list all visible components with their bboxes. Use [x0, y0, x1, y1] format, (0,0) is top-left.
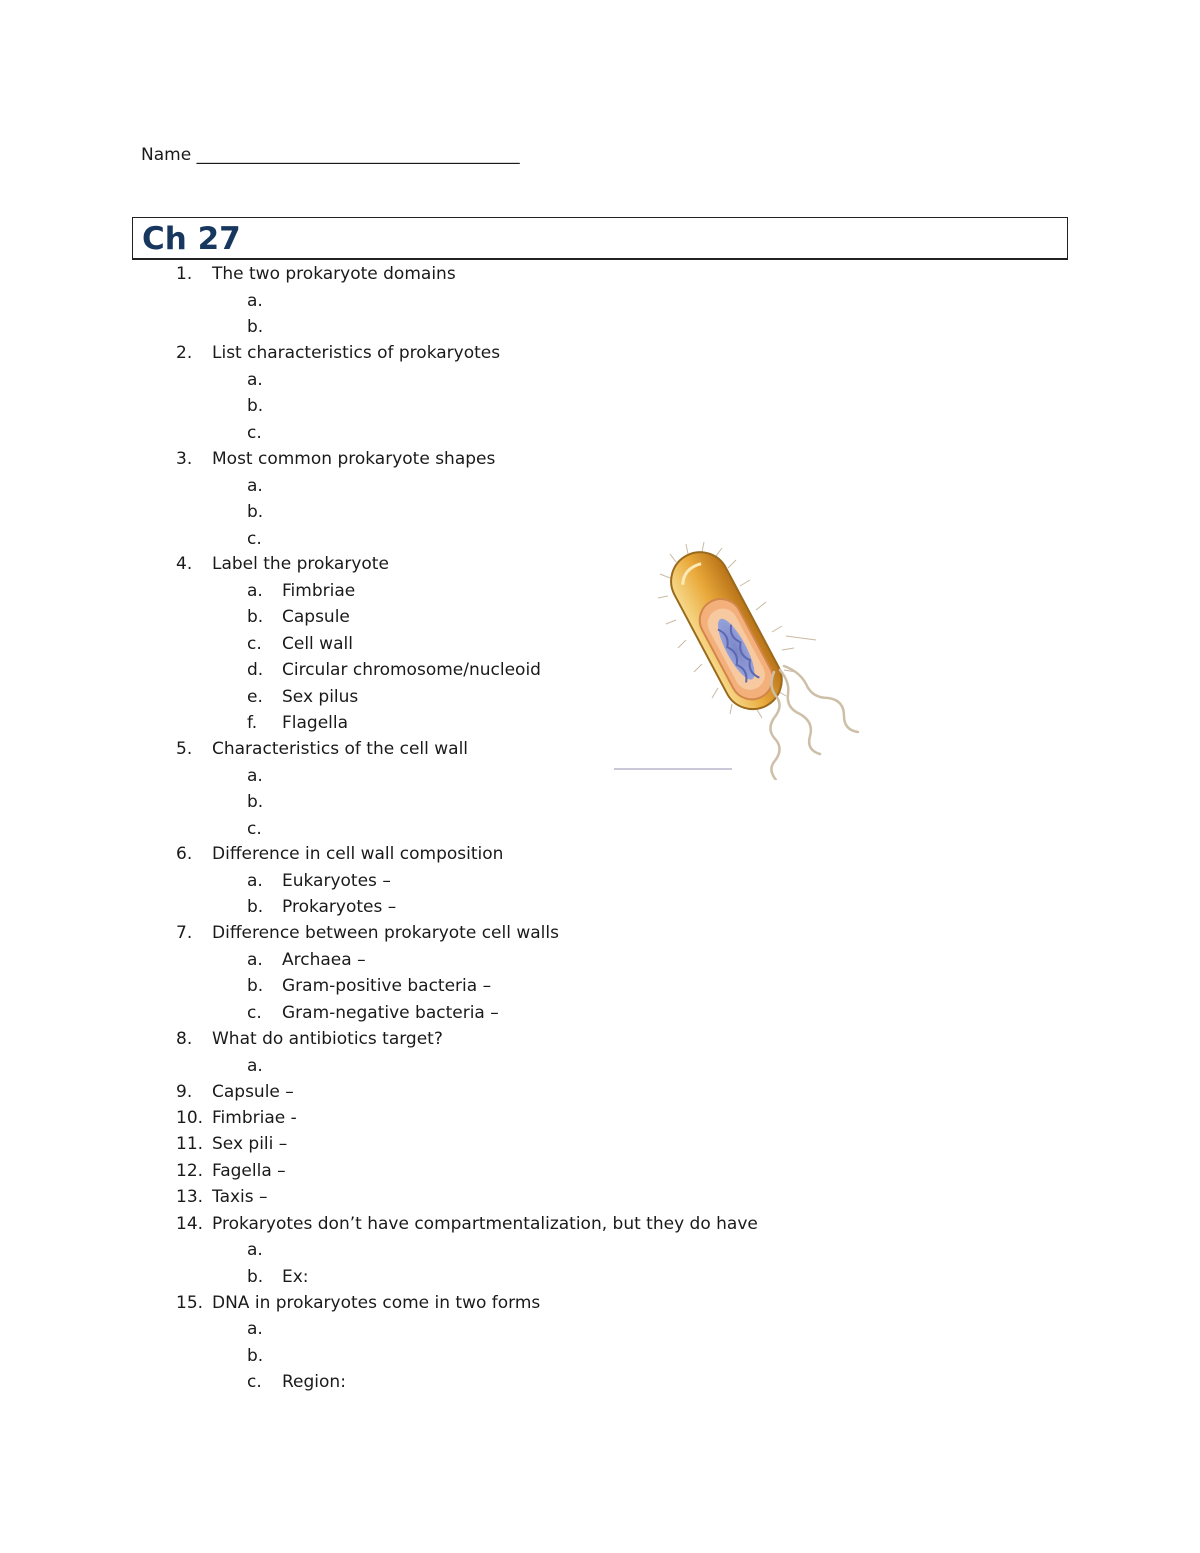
answer-letter: c. [247, 634, 262, 654]
answer-letter: a. [247, 1240, 263, 1260]
answer-line[interactable] [0, 475, 1200, 497]
answer-letter: b. [247, 897, 264, 917]
answer-text: Sex pilus [282, 687, 359, 707]
question-text: Difference in cell wall composition [212, 844, 504, 864]
answer-letter: b. [247, 396, 264, 416]
question-text: Difference between prokaryote cell walls [212, 923, 559, 943]
answer-text: Region: [282, 1372, 346, 1392]
answer-letter: c. [247, 819, 262, 839]
answer-letter: a. [247, 1056, 263, 1076]
answer-line[interactable] [0, 395, 1200, 417]
question-item [0, 1186, 1200, 1208]
answer-letter: b. [247, 607, 264, 627]
answer-letter: b. [247, 1346, 264, 1366]
answer-line[interactable] [0, 528, 1200, 550]
answer-letter: a. [247, 581, 263, 601]
answer-line[interactable] [0, 659, 1200, 681]
answer-letter: a. [247, 476, 263, 496]
answer-line[interactable] [0, 686, 1200, 708]
answer-letter: a. [247, 871, 263, 891]
answer-line[interactable] [0, 501, 1200, 523]
answer-letter: b. [247, 317, 264, 337]
question-text: Characteristics of the cell wall [212, 739, 469, 759]
answer-text: Archaea – [282, 950, 366, 970]
answer-line[interactable] [0, 316, 1200, 338]
question-item [0, 1028, 1200, 1050]
answer-text: Circular chromosome/nucleoid [282, 660, 541, 680]
question-number: 8. [176, 1029, 193, 1049]
answer-line[interactable] [0, 422, 1200, 444]
question-number: 7. [176, 923, 193, 943]
answer-line[interactable] [0, 290, 1200, 312]
question-number: 15. [176, 1293, 204, 1313]
answer-letter: c. [247, 423, 262, 443]
question-text: Fimbriae - [212, 1108, 297, 1128]
question-text: Label the prokaryote [212, 554, 389, 574]
answer-letter: a. [247, 950, 263, 970]
answer-line[interactable] [0, 606, 1200, 628]
question-text: List characteristics of prokaryotes [212, 343, 501, 363]
question-number: 14. [176, 1214, 204, 1234]
answer-line[interactable] [0, 765, 1200, 787]
answer-text: Prokaryotes – [282, 897, 397, 917]
question-number: 10. [176, 1108, 204, 1128]
answer-letter: a. [247, 766, 263, 786]
question-number: 11. [176, 1134, 204, 1154]
question-item [0, 1292, 1200, 1314]
question-number: 12. [176, 1161, 204, 1181]
answer-line[interactable] [0, 369, 1200, 391]
question-text: Most common prokaryote shapes [212, 449, 496, 469]
answer-letter: c. [247, 1372, 262, 1392]
question-text: What do antibiotics target? [212, 1029, 443, 1049]
answer-letter: e. [247, 687, 263, 707]
question-number: 13. [176, 1187, 204, 1207]
answer-letter: c. [247, 1003, 262, 1023]
question-item [0, 1133, 1200, 1155]
question-number: 5. [176, 739, 193, 759]
question-item [0, 448, 1200, 470]
answer-text: Cell wall [282, 634, 353, 654]
question-text: Prokaryotes don’t have compartmentalization, but they do have [212, 1214, 758, 1234]
answer-letter: b. [247, 976, 264, 996]
answer-line[interactable] [0, 1345, 1200, 1367]
answer-letter: b. [247, 1267, 264, 1287]
answer-letter: a. [247, 291, 263, 311]
question-item [0, 342, 1200, 364]
answer-text: Fimbriae [282, 581, 356, 601]
question-item [0, 1213, 1200, 1235]
question-item [0, 1107, 1200, 1129]
question-number: 2. [176, 343, 193, 363]
question-text: Fagella – [212, 1161, 286, 1181]
answer-line[interactable] [0, 1266, 1200, 1288]
answer-text: Ex: [282, 1267, 309, 1287]
answer-text: Eukaryotes – [282, 871, 391, 891]
question-item [0, 553, 1200, 575]
answer-line[interactable] [0, 818, 1200, 840]
answer-text: Gram-negative bacteria – [282, 1003, 499, 1023]
answer-line[interactable] [0, 870, 1200, 892]
answer-letter: b. [247, 502, 264, 522]
answer-line[interactable] [0, 975, 1200, 997]
answer-line[interactable] [0, 949, 1200, 971]
answer-line[interactable] [0, 580, 1200, 602]
answer-line[interactable] [0, 1239, 1200, 1261]
answer-line[interactable] [0, 1055, 1200, 1077]
question-item [0, 738, 1200, 760]
answer-letter: a. [247, 370, 263, 390]
answer-line[interactable] [0, 1318, 1200, 1340]
question-text: The two prokaryote domains [212, 264, 456, 284]
question-text: Taxis – [212, 1187, 268, 1207]
question-number: 4. [176, 554, 193, 574]
name-blank[interactable]: ______________________________________ [196, 145, 520, 165]
answer-text: Flagella [282, 713, 349, 733]
answer-line[interactable] [0, 791, 1200, 813]
question-item [0, 1081, 1200, 1103]
question-number: 1. [176, 264, 193, 284]
answer-text: Gram-positive bacteria – [282, 976, 492, 996]
answer-letter: d. [247, 660, 264, 680]
question-item [0, 1160, 1200, 1182]
question-number: 3. [176, 449, 193, 469]
question-item [0, 922, 1200, 944]
answer-letter: c. [247, 529, 262, 549]
chapter-title: Ch 27 [142, 221, 241, 257]
answer-line[interactable] [0, 1002, 1200, 1024]
question-text: DNA in prokaryotes come in two forms [212, 1293, 541, 1313]
answer-letter: b. [247, 792, 264, 812]
question-number: 6. [176, 844, 193, 864]
question-item [0, 843, 1200, 865]
answer-line[interactable] [0, 633, 1200, 655]
prokaryote-figure [606, 540, 876, 784]
question-text: Sex pili – [212, 1134, 288, 1154]
answer-line[interactable] [0, 896, 1200, 918]
answer-line[interactable] [0, 1371, 1200, 1393]
answer-letter: f. [247, 713, 258, 733]
answer-line[interactable] [0, 712, 1200, 734]
question-number: 9. [176, 1082, 193, 1102]
question-text: Capsule – [212, 1082, 294, 1102]
question-item [0, 263, 1200, 285]
rod-bacterium-illustration-icon [606, 540, 876, 780]
answer-letter: a. [247, 1319, 263, 1339]
name-label: Name [141, 145, 192, 165]
answer-text: Capsule [282, 607, 350, 627]
